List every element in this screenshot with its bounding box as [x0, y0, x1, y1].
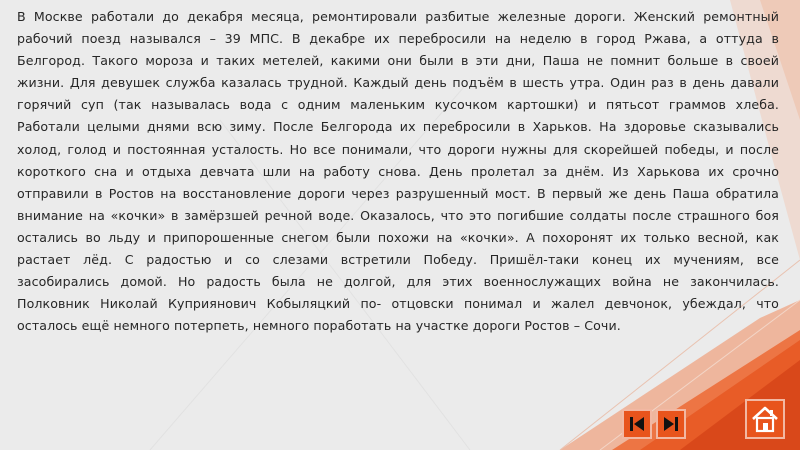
text-line: горячий суп (так называлась вода с одним маленьким кусочком картошки) и пятьсот граммов хлеба. [17, 97, 779, 113]
text-line: В Москве работали до декабря месяца, ремонтировали разбитые железные дороги. Женский ремонтный [17, 9, 779, 24]
first-slide-button[interactable] [622, 409, 652, 439]
text-line: засобирались домой. Но радость была не долгой, для этих военнослужащих война не закончилась. [17, 274, 779, 290]
last-slide-button[interactable] [656, 409, 686, 439]
home-button[interactable] [745, 399, 785, 439]
home-icon [747, 401, 783, 437]
text-line: жизни. Для девушек служба казалась трудной. Каждый день подъём в шесть утра. Один раз в день давали [17, 75, 779, 91]
text-line: внимание на «кочки» в замёрзшей речной воде. Оказалось, что это погибшие солдаты после страшного боя [17, 207, 779, 223]
text-line: короткого сна и отдыха девчата шли на работу снова. День пролетал за днём. Из Харькова их срочно [17, 163, 779, 179]
text-line: рабочий поезд назывался – 39 МПС. В декабре их перебросили на неделю в город Ржава, а оттуда в [17, 31, 779, 47]
text-line: отправили в Ростов на восстановление дороги через разрушенный мост. В первый же день Паша обратила [17, 185, 779, 201]
text-line: Работали целыми днями всю зиму. После Белгорода их перебросили в Харьков. На здоровье сказывались [17, 119, 779, 135]
body-text [17, 6, 779, 337]
text-line: растает лёд. С радостью и со слезами встретили Победу. Пришёл-таки конец их мучениям, все [17, 252, 779, 268]
text-line: осталось ещё немного потерпеть, немного поработать на участке дороги Ростов – Сочи. [17, 318, 621, 334]
skip-to-start-icon [624, 411, 650, 437]
text-line: Полковник Николай Куприянович Кобыляцкий по- отцовски понимал и жалел девчонок, убеждал, что [17, 296, 779, 312]
skip-to-end-icon [658, 411, 684, 437]
text-line: Белгород. Такого мороза и таких метелей, какими они были в эти дни, Паша не помнит больше в своей [17, 53, 779, 69]
text-line: остались во льду и припорошенные снегом были похожи на «кочки». А похоронят их только весной, как [17, 229, 779, 245]
text-line: холод, голод и постоянная усталость. Но все понимали, что дороги нужны для скорейшей победы, и после [17, 141, 779, 157]
